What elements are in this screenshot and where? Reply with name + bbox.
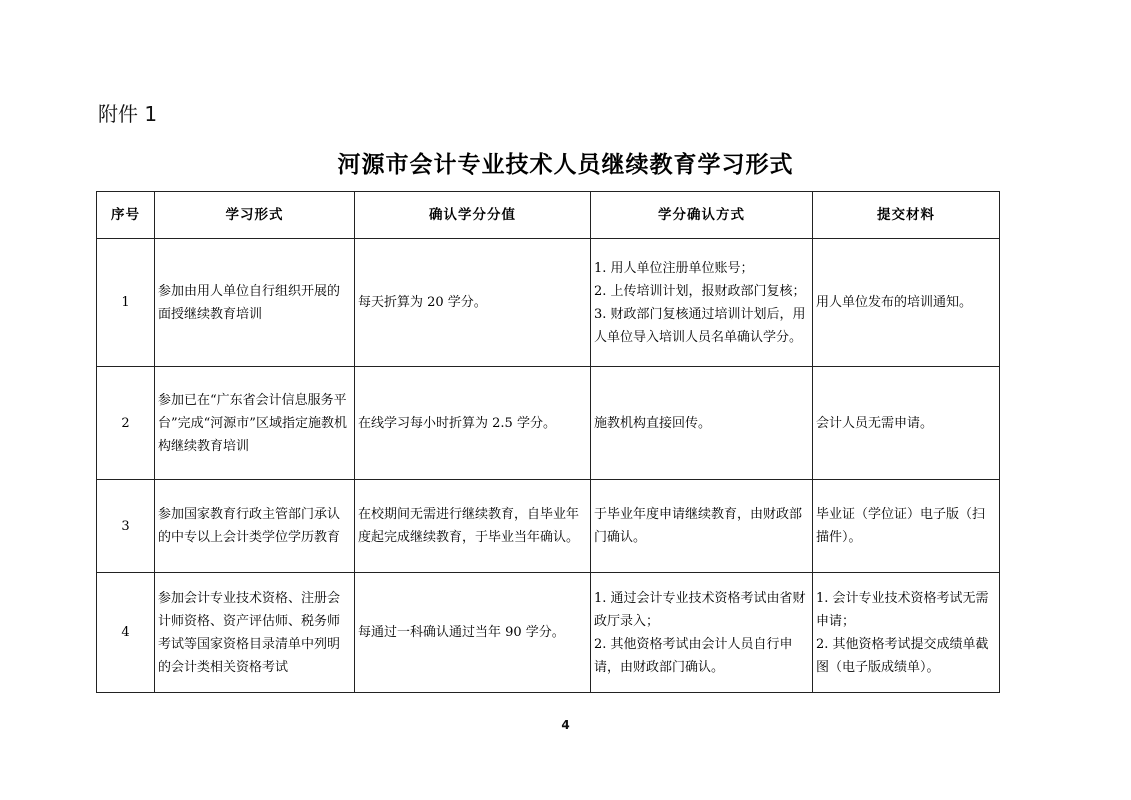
row-number: 4 bbox=[97, 573, 155, 693]
materials-item: 1. 会计专业技术资格考试无需申请； bbox=[816, 590, 989, 629]
row-number: 2 bbox=[97, 367, 155, 480]
row-number: 1 bbox=[97, 239, 155, 367]
method-item: 3. 财政部门复核通过培训计划后，用人单位导入培训人员名单确认学分。 bbox=[594, 306, 806, 345]
method-item: 施教机构直接回传。 bbox=[594, 415, 712, 431]
method-item: 1. 通过会计专业技术资格考试由省财政厅录入； bbox=[594, 590, 806, 629]
confirmation-method-cell bbox=[591, 573, 813, 693]
materials-item: 毕业证（学位证）电子版（扫描件）。 bbox=[816, 507, 986, 545]
confirmation-method-cell bbox=[591, 367, 813, 480]
credit-value-cell: 每天折算为 20 学分。 bbox=[355, 239, 591, 367]
materials-item: 2. 其他资格考试提交成绩单截图（电子版成绩单）。 bbox=[816, 636, 989, 675]
table-row bbox=[97, 480, 1000, 573]
header-credit-value: 确认学分分值 bbox=[355, 192, 591, 239]
learning-forms-table bbox=[96, 191, 1000, 693]
learning-form-cell: 参加由用人单位自行组织开展的面授继续教育培训 bbox=[155, 239, 355, 367]
materials-cell bbox=[813, 239, 1000, 367]
header-submitted-materials: 提交材料 bbox=[813, 192, 1000, 239]
table-row bbox=[97, 239, 1000, 367]
materials-item: 用人单位发布的培训通知。 bbox=[816, 295, 973, 310]
method-item: 2. 其他资格考试由会计人员自行申请，由财政部门确认。 bbox=[594, 636, 793, 675]
credit-value-cell: 在校期间无需进行继续教育，自毕业年度起完成继续教育，于毕业当年确认。 bbox=[355, 480, 591, 573]
document-title: 河源市会计专业技术人员继续教育学习形式 bbox=[337, 152, 794, 178]
table-row bbox=[97, 367, 1000, 480]
credit-value-cell: 每通过一科确认通过当年 90 学分。 bbox=[355, 573, 591, 693]
method-item: 2. 上传培训计划，报财政部门复核； bbox=[594, 283, 806, 299]
learning-form-cell: 参加会计专业技术资格、注册会计师资格、资产评估师、税务师考试等国家资格目录清单中列明的会计类相关资格考试 bbox=[155, 573, 355, 693]
confirmation-method-cell bbox=[591, 239, 813, 367]
attachment-label: 附件 1 bbox=[98, 102, 158, 126]
materials-cell bbox=[813, 480, 1000, 573]
credit-value-cell: 在线学习每小时折算为 2.5 学分。 bbox=[355, 367, 591, 480]
row-number: 3 bbox=[97, 480, 155, 573]
materials-item: 会计人员无需申请。 bbox=[816, 415, 934, 431]
table-row bbox=[97, 573, 1000, 693]
learning-form-cell: 参加国家教育行政主管部门承认的中专以上会计类学位学历教育 bbox=[155, 480, 355, 573]
materials-cell bbox=[813, 367, 1000, 480]
learning-form-cell: 参加已在“广东省会计信息服务平台”完成“河源市”区域指定施教机构继续教育培训 bbox=[155, 367, 355, 480]
confirmation-method-cell bbox=[591, 480, 813, 573]
method-item: 于毕业年度申请继续教育，由财政部门确认。 bbox=[594, 507, 803, 545]
page-number: 4 bbox=[561, 718, 570, 732]
method-item: 1. 用人单位注册单位账号； bbox=[594, 260, 754, 276]
header-credit-confirmation-method: 学分确认方式 bbox=[591, 192, 813, 239]
header-learning-form: 学习形式 bbox=[155, 192, 355, 239]
header-serial-number: 序号 bbox=[97, 192, 155, 239]
materials-cell bbox=[813, 573, 1000, 693]
table-header-row bbox=[97, 192, 1000, 239]
